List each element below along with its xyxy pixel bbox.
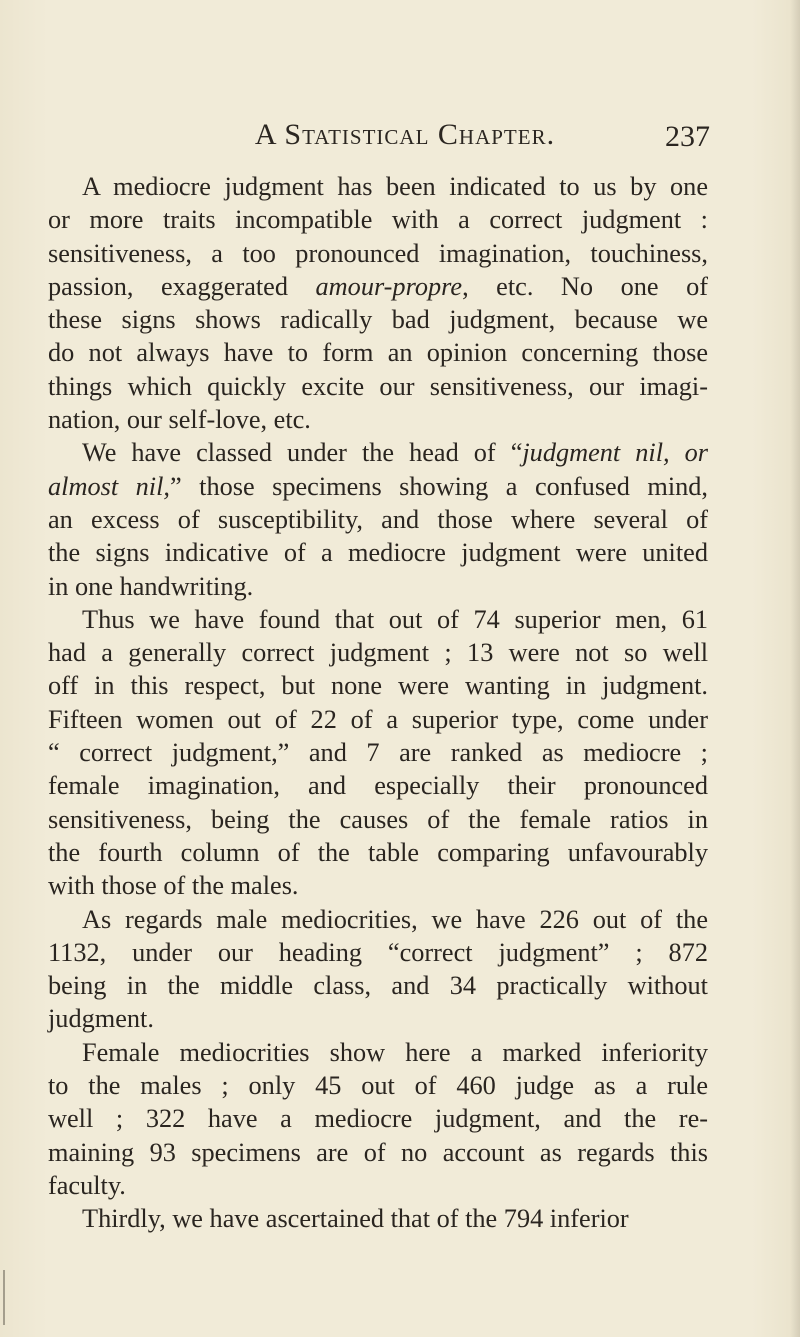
page-margin-mark	[3, 1270, 5, 1325]
page-header	[100, 118, 710, 154]
text-line: almost nil,” those specimens showing a confused mind,	[48, 471, 708, 501]
text-line: Female mediocrities show here a marked inferiority	[82, 1037, 708, 1067]
page-edge-shadow	[790, 0, 800, 1337]
text-line: to the males ; only 45 out of 460 judge as a rule	[48, 1071, 708, 1101]
text-line: Thus we have found that out of 74 superior men, 61	[82, 604, 708, 634]
text-line: do not always have to form an opinion concerning those	[48, 338, 708, 368]
text-line: “ correct judgment,” and 7 are ranked as mediocre ;	[48, 738, 708, 768]
text-line: off in this respect, but none were wanting in judgment.	[48, 671, 708, 701]
text-line: female imagination, and especially their pronounced	[48, 771, 708, 801]
text-line: Thirdly, we have ascertained that of the 794 inferior	[82, 1204, 629, 1234]
text-line: judgment.	[48, 1004, 154, 1034]
text-line: had a generally correct judgment ; 13 were not so well	[48, 638, 708, 668]
text-line: faculty.	[48, 1170, 126, 1200]
text-line: 1132, under our heading “correct judgment” ; 872	[48, 937, 708, 967]
text-line: Fifteen women out of 22 of a superior type, come under	[48, 704, 708, 734]
text-line: the fourth column of the table comparing unfavourably	[48, 837, 708, 867]
text-line: passion, exaggerated amour-propre, etc. No one of	[48, 271, 708, 301]
text-line: A mediocre judgment has been indicated to us by one	[82, 172, 708, 201]
text-line: these signs shows radically bad judgment, because we	[48, 305, 708, 335]
text-line: things which quickly excite our sensitiveness, our imagi-	[48, 371, 708, 401]
text-line: well ; 322 have a mediocre judgment, and the re-	[48, 1104, 708, 1134]
page-number: 237	[665, 120, 710, 153]
text-line: As regards male mediocrities, we have 226 out of the	[82, 904, 708, 934]
text-line: an excess of susceptibility, and those where several of	[48, 504, 708, 534]
text-line: sensitiveness, being the causes of the female ratios in	[48, 804, 708, 834]
text-line: with those of the males.	[48, 871, 299, 901]
text-line: in one handwriting.	[48, 571, 254, 601]
text-line: We have classed under the head of “judgment nil, or	[82, 438, 709, 468]
running-title: A Statistical Chapter.	[254, 118, 556, 151]
text-line: the signs indicative of a mediocre judgment were united	[48, 538, 708, 568]
text-line: sensitiveness, a too pronounced imagination, touchiness,	[48, 238, 708, 268]
body-text	[48, 170, 708, 1236]
text-line: or more traits incompatible with a correct judgment :	[48, 205, 708, 235]
text-line: being in the middle class, and 34 practically without	[48, 971, 708, 1001]
text-line: maining 93 specimens are of no account as regards this	[48, 1137, 708, 1167]
text-line: nation, our self-love, etc.	[48, 405, 311, 435]
